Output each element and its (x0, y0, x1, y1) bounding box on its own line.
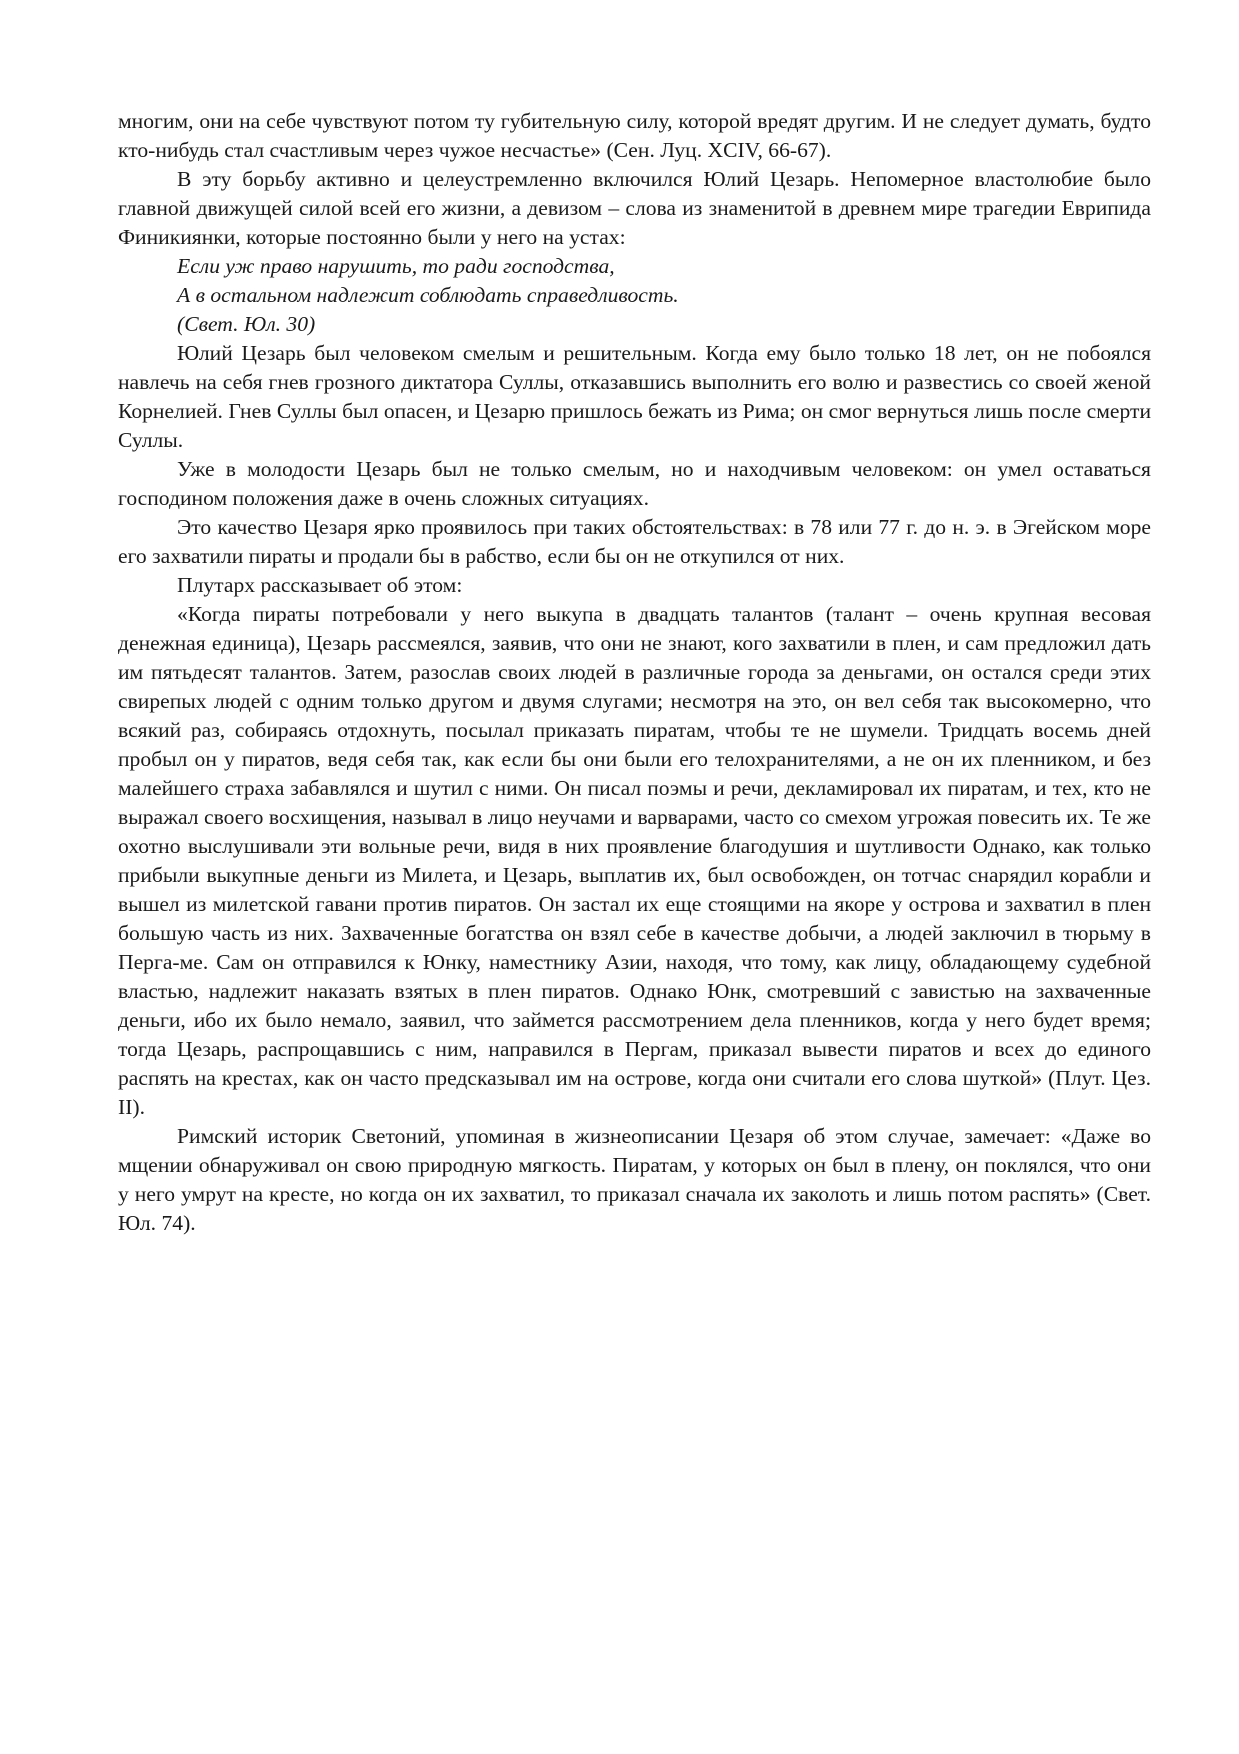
paragraph-suetonius: Римский историк Светоний, упоминая в жизнеописании Цезаря об этом случае, замечает: «Даже во мщении обнаруживал он свою природную мягкость. Пиратам, у которых он был в плену, он поклялся, что они у него умрут на кресте, но когда он их захватил, то приказал сначала их заколоть и лишь потом распять» (Свет. Юл. 74). (118, 1124, 1151, 1235)
paragraph-caesar-resourceful: Уже в молодости Цезарь был не только смелым, но и находчивым человеком: он умел оставаться господином положения даже в очень сложных ситуациях. (118, 457, 1151, 510)
paragraph-plutarch-quote: «Когда пираты потребовали у него выкупа в двадцать талантов (талант – очень крупная весовая денежная единица), Цезарь рассмеялся, заявив, что они не знают, кого захватили в плен, и сам предложил дать им пятьдесят талантов. Затем, разослав своих людей в различные города за деньгами, он остался среди этих свирепых людей с одним только другом и двумя слугами; несмотря на это, он вел себя так высокомерно, что всякий раз, собираясь отдохнуть, посылал приказать пиратам, чтобы те не шумели. Тридцать восемь дней пробыл он у пиратов, ведя себя так, как если бы они были его телохранителями, а не он их пленником, и без малейшего страха забавлялся и шутил с ними. Он писал поэмы и речи, декламировал их пиратам, и тех, кто не выражал своего восхищения, называл в лицо неучами и варварами, часто со смехом угрожая повесить их. Те же охотно выслушивали эти вольные речи, видя в них проявление благодушия и шутливости Однако, как только прибыли выкупные деньги из Милета, и Цезарь, выплатив их, был освобожден, он тотчас снарядил корабли и вышел из милетской гавани против пиратов. Он застал их еще стоящими на якоре у острова и захватил в плен большую часть из них. Захваченные богатства он взял себе в качестве добычи, а людей заключил в тюрьму в Перга-ме. Сам он отправился к Юнку, наместнику Азии, находя, что тому, как лицу, обладающему судебной властью, надлежит наказать взятых в плен пиратов. Однако Юнк, смотревший с завистью на захваченные деньги, ибо их было немало, заявил, что займется рассмотрением дела пленников, когда у него будет время; тогда Цезарь, распрощавшись с ним, направился в Пергам, приказал вывести пиратов и всех до единого распять на крестах, как он часто предсказывал им на острове, когда они считали его слова шуткой» (Плут. Цез. II). (118, 602, 1151, 1119)
paragraph-continuation: многим, они на себе чувствуют потом ту губительную силу, которой вредят другим. И не следует думать, будто кто-нибудь стал счастливым через чужое несчастье» (Сен. Луц. XCIV, 66-67). (118, 109, 1151, 162)
paragraph-plutarch-intro: Плутарх рассказывает об этом: (177, 573, 463, 597)
document-body (118, 107, 1151, 1238)
verse-line-1: Если уж право нарушить, то ради господства, (177, 254, 615, 278)
verse-citation: (Свет. Юл. 30) (177, 312, 316, 336)
verse-line-2: А в остальном надлежит соблюдать справедливость. (177, 283, 679, 307)
paragraph-caesar-ambition: В эту борьбу активно и целеустремленно включился Юлий Цезарь. Непомерное властолюбие было главной движущей силой всей его жизни, а девизом – слова из знаменитой в древнем мире трагедии Еврипида Финикиянки, которые постоянно были у него на устах: (118, 167, 1151, 249)
paragraph-caesar-sulla: Юлий Цезарь был человеком смелым и решительным. Когда ему было только 18 лет, он не побоялся навлечь на себя гнев грозного диктатора Суллы, отказавшись выполнить его волю и развестись со своей женой Корнелией. Гнев Суллы был опасен, и Цезарю пришлось бежать из Рима; он смог вернуться лишь после смерти Суллы. (118, 341, 1151, 452)
paragraph-pirates-intro: Это качество Цезаря ярко проявилось при таких обстоятельствах: в 78 или 77 г. до н. э. в Эгейском море его захватили пираты и продали бы в рабство, если бы он не откупился от них. (118, 515, 1151, 568)
